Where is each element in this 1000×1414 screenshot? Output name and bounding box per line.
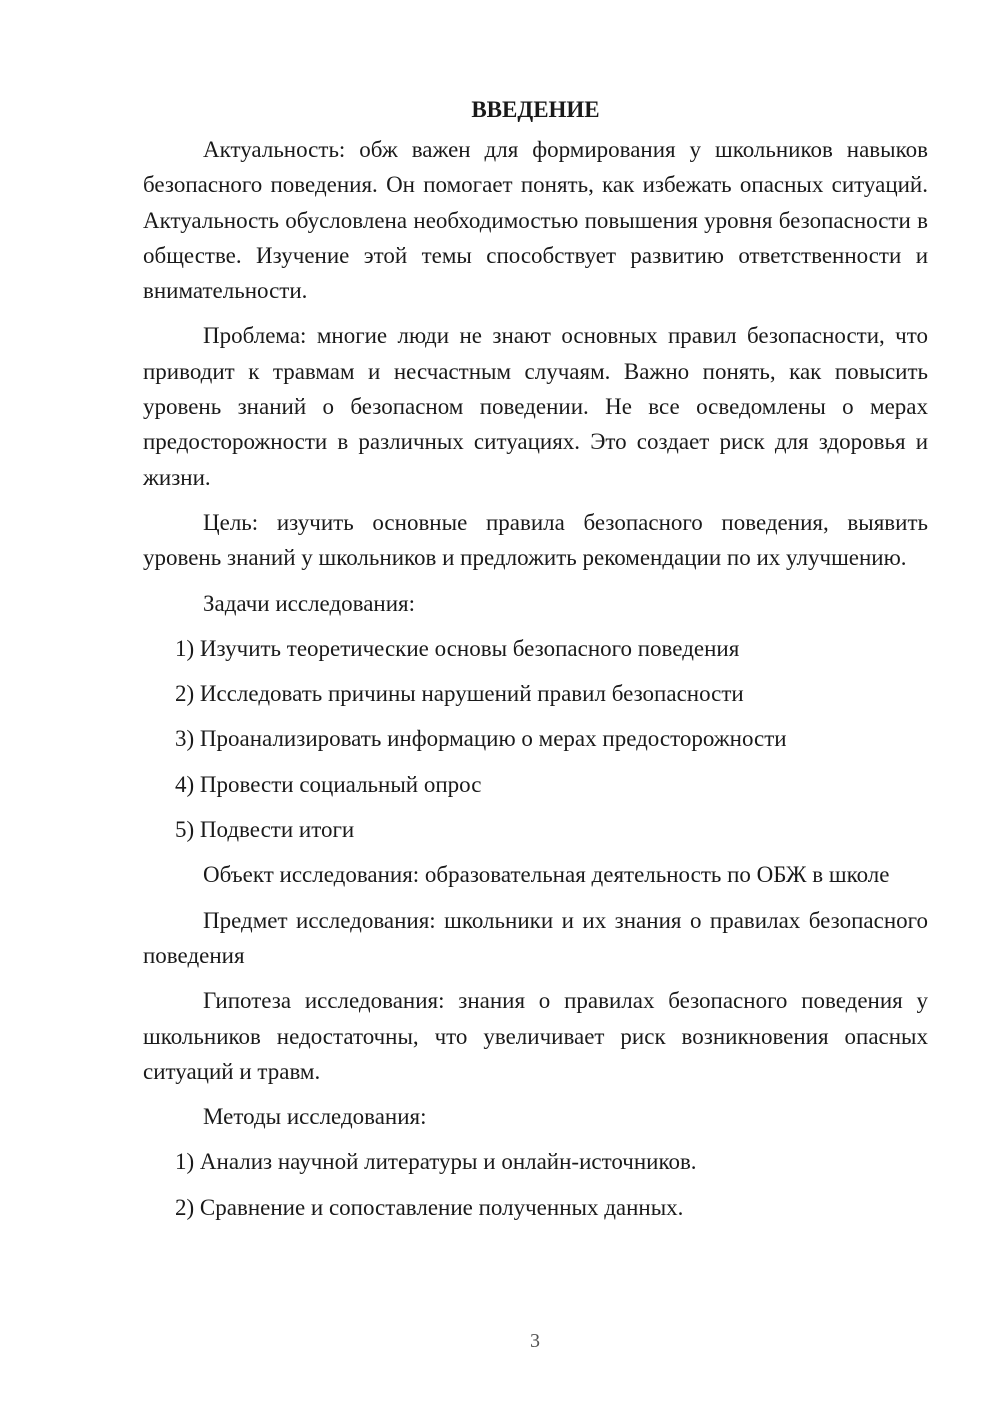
page-title: ВВЕДЕНИЕ	[471, 97, 600, 122]
list-item-task-1: 1) Изучить теоретические основы безопасного поведения	[175, 635, 740, 661]
paragraph-subject: Предмет исследования: школьники и их знания о правилах безопасного поведения	[143, 907, 928, 968]
methods-title: Методы исследования:	[203, 1104, 427, 1130]
list-item-task-5: 5) Подвести итоги	[175, 817, 355, 843]
paragraph-hypothesis: Гипотеза исследования: знания о правилах безопасного поведения у школьников недостаточны, что увеличивает риск возникновения опасных ситуаций и травм.	[143, 988, 928, 1084]
paragraph-relevance: Актуальность: обж важен для формирования у школьников навыков безопасного поведения. Он помогает понять, как избежать опасных ситуаций. Актуальность обусловлена необходимостью повышения уровня безопасности в обществе. Изучение этой темы способствует развитию ответственности и внимательности.	[143, 137, 928, 304]
paragraph-object: Объект исследования: образовательная деятельность по ОБЖ в школе	[203, 862, 890, 888]
list-item-task-4: 4) Провести социальный опрос	[175, 771, 482, 797]
paragraph-goal: Цель: изучить основные правила безопасного поведения, выявить уровень знаний у школьников и предложить рекомендации по их улучшению.	[143, 509, 928, 571]
tasks-title: Задачи исследования:	[203, 590, 416, 616]
page-number: 3	[530, 1330, 540, 1352]
list-item-task-2: 2) Исследовать причины нарушений правил безопасности	[175, 681, 744, 707]
document-page	[143, 92, 928, 1235]
paragraph-problem: Проблема: многие люди не знают основных правил безопасности, что приводит к травмам и несчастным случаям. Важно понять, как повысить уровень знаний о безопасном поведении. Не все осведомлены о мерах предосторожности в различных ситуациях. Это создает риск для здоровья и жизни.	[143, 323, 928, 490]
list-item-method-1: 1) Анализ научной литературы и онлайн-источников.	[175, 1149, 697, 1175]
list-item-task-3: 3) Проанализировать информацию о мерах предосторожности	[175, 726, 787, 752]
list-item-method-2: 2) Сравнение и сопоставление полученных данных.	[175, 1194, 684, 1220]
